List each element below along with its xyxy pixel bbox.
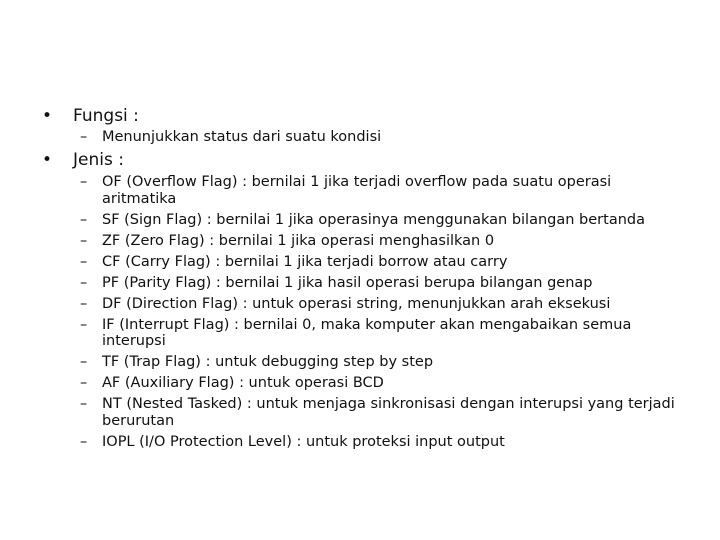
dash-marker: –: [80, 354, 88, 370]
list-item-text: IOPL (I/O Protection Level) : untuk proteksi input output: [102, 433, 505, 450]
list-item: [80, 354, 690, 371]
list-item: [80, 375, 690, 392]
dash-marker: –: [80, 316, 88, 333]
list-item: [80, 233, 690, 250]
list-item-text: PF (Parity Flag) : bernilai 1 jika hasil operasi berupa bilangan genap: [102, 274, 593, 291]
dash-marker: –: [80, 174, 88, 190]
list-item: [80, 212, 690, 229]
dash-marker: –: [80, 253, 88, 270]
bullet-marker: •: [42, 150, 53, 170]
list-item: [80, 296, 690, 313]
list-item-text: OF (Overflow Flag) : bernilai 1 jika terjadi overflow pada suatu operasi aritmatika: [102, 174, 612, 207]
list-item-text: NT (Nested Tasked) : untuk menjaga sinkronisasi dengan interupsi yang terjadi berurutan: [102, 396, 675, 429]
dash-marker: –: [80, 375, 88, 391]
list-item: [80, 434, 690, 451]
list-item-text: ZF (Zero Flag) : bernilai 1 jika operasi menghasilkan 0: [102, 232, 495, 249]
list-item-text: Menunjukkan status dari suatu kondisi: [102, 129, 382, 145]
list-item: [80, 129, 690, 146]
list-item-text: AF (Auxiliary Flag) : untuk operasi BCD: [102, 375, 384, 391]
list-item-text: DF (Direction Flag) : untuk operasi string, menunjukkan arah eksekusi: [102, 295, 611, 312]
heading-jenis: Jenis :: [73, 150, 124, 170]
dash-marker: –: [80, 433, 88, 450]
jenis-list: [80, 174, 690, 455]
dash-marker: –: [80, 232, 88, 249]
dash-marker: –: [80, 274, 88, 291]
list-item-text: CF (Carry Flag) : bernilai 1 jika terjadi borrow atau carry: [102, 253, 508, 270]
list-item-text: TF (Trap Flag) : untuk debugging step by step: [102, 354, 434, 370]
heading-fungsi: Fungsi :: [73, 106, 139, 126]
dash-marker: –: [80, 129, 88, 145]
list-item-text: IF (Interrupt Flag) : bernilai 0, maka komputer akan mengabaikan semua interupsi: [102, 316, 632, 349]
list-item-text: SF (Sign Flag) : bernilai 1 jika operasinya menggunakan bilangan bertanda: [102, 211, 645, 228]
dash-marker: –: [80, 211, 88, 228]
bullet-marker: •: [42, 106, 53, 126]
dash-marker: –: [80, 295, 88, 312]
dash-marker: –: [80, 396, 88, 412]
fungsi-list: [80, 129, 690, 150]
list-item: [80, 396, 690, 429]
list-item: [80, 174, 690, 207]
list-item: [80, 317, 690, 350]
list-item: [80, 275, 690, 292]
list-item: [80, 254, 690, 271]
